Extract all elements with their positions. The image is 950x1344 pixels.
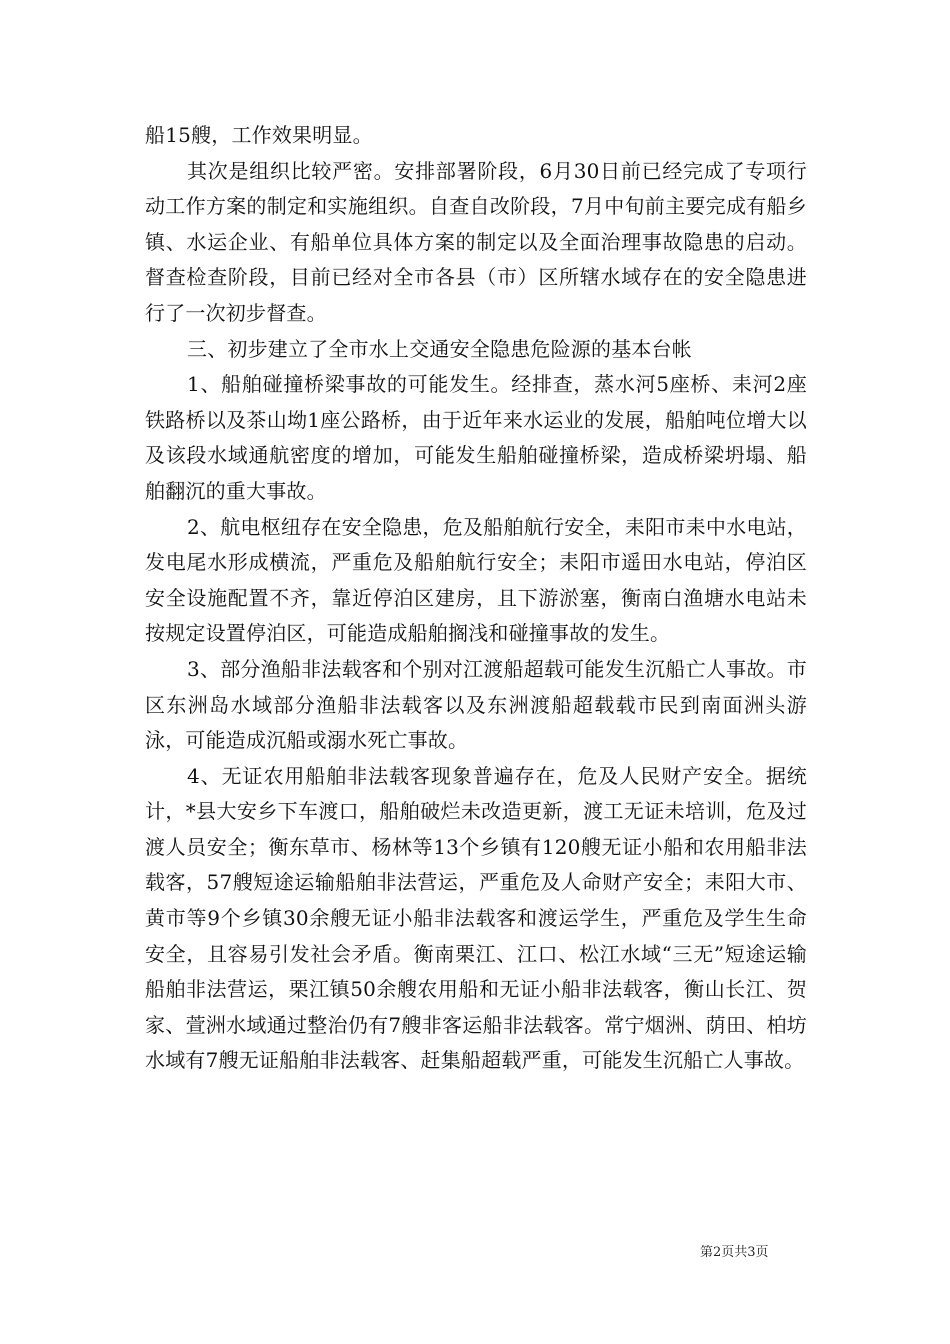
paragraph-item-4: 4、无证农用船舶非法载客现象普遍存在，危及人民财产安全。据统计，*县大安乡下车渡口，船舶破烂未改造更新，渡工无证未培训，危及过渡人员安全；衡东草市、杨林等13个乡镇有120艘无证小船和农用船非法载客，57艘短途运输船舶非法营运，严重危及人命财产安全；耒阳大市、黄市等9个乡镇30余艘无证小船非法载客和渡运学生，严重危及学生生命安全，且容易引发社会矛盾。衡南栗江、江口、松江水域“三无”短途运输船舶非法营运，栗江镇50余艘农用船和无证小船非法载客，衡山长江、贺家、萱洲水域通过整治仍有7艘非客运船非法载客。常宁烟洲、荫田、柏坊水域有7艘无证船舶非法载客、赶集船超载严重，可能发生沉船亡人事故。 bbox=[145, 763, 807, 1073]
paragraph-1: 船15艘，工作效果明显。 bbox=[145, 123, 373, 147]
paragraph-2: 其次是组织比较严密。安排部署阶段，6月30日前已经完成了专项行动工作方案的制定和实施组织。自查自改阶段，7月中旬前主要完成有船乡镇、水运企业、有船单位具体方案的制定以及全面治理事故隐患的启动。督查检查阶段，目前已经对全市各县（市）区所辖水域存在的安全隐患进行了一次初步督查。 bbox=[145, 158, 807, 325]
paragraph-item-2: 2、航电枢纽存在安全隐患，危及船舶航行安全，耒阳市耒中水电站，发电尾水形成横流，严重危及船舶航行安全；耒阳市遥田水电站，停泊区安全设施配置不齐，靠近停泊区建房，且下游淤塞，衡南白渔塘水电站未按规定设置停泊区，可能造成船舶搁浅和碰撞事故的发生。 bbox=[145, 514, 807, 646]
document-body bbox=[145, 118, 807, 1079]
page-number-footer: 第2页共3页 bbox=[700, 1245, 769, 1260]
paragraph-item-3: 3、部分渔船非法载客和个别对江渡船超载可能发生沉船亡人事故。市区东洲岛水域部分渔船非法载客以及东洲渡船超载载市民到南面洲头游泳，可能造成沉船或溺水死亡事故。 bbox=[145, 656, 807, 753]
paragraph-item-1: 1、船舶碰撞桥梁事故的可能发生。经排查，蒸水河5座桥、耒河2座铁路桥以及茶山坳1座公路桥，由于近年来水运业的发展，船舶吨位增大以及该段水域通航密度的增加，可能发生船舶碰撞桥梁，造成桥梁坍塌、船舶翻沉的重大事故。 bbox=[145, 372, 807, 503]
section-heading-3: 三、初步建立了全市水上交通安全隐患危险源的基本台帐 bbox=[187, 336, 692, 361]
